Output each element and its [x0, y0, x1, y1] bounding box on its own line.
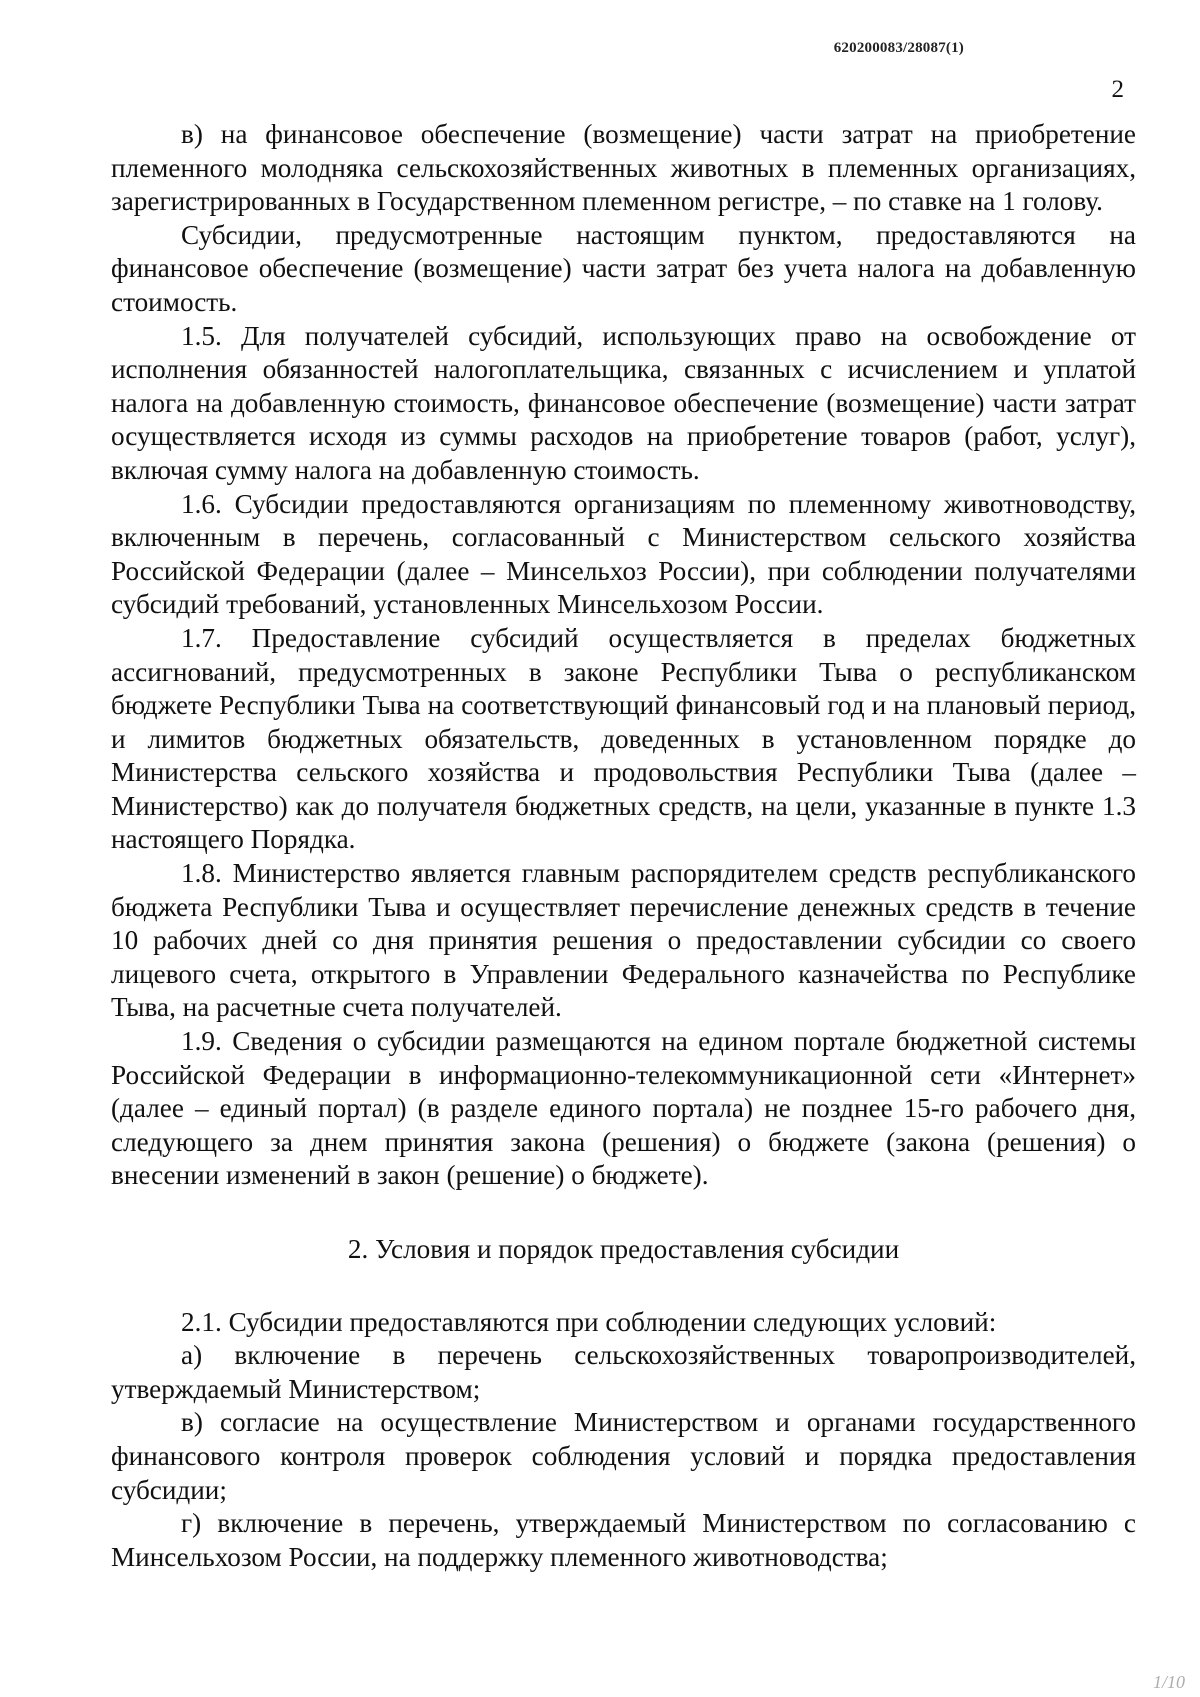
paragraph-1-9: 1.9. Сведения о субсидии размещаются на едином портале бюджетной системы Российской Федерации в информационно-телекоммуникационной сети «Интернет» (далее – единый портал) (в разделе единого портала) не позднее 15-го рабочего дня, следующего за днем принятия закона (решения) о бюджете (закона (решения) о внесении изменений в закон (решение) о бюджете). — [111, 1026, 1136, 1191]
paragraph-1-5: 1.5. Для получателей субсидий, использующих право на освобождение от исполнения обязанностей налогоплательщика, связанных с исчислением и уплатой налога на добавленную стоимость, финансовое обеспечение (возмещение) части затрат осуществляется исходя из суммы расходов на приобретение товаров (работ, услуг), включая сумму налога на добавленную стоимость. — [111, 320, 1136, 485]
paragraph-v: в) на финансовое обеспечение (возмещение) части затрат на приобретение племенного молодняка сельскохозяйственных животных в племенных организациях, зарегистрированных в Государственном племенном регистре, – по ставке на 1 голову. — [111, 119, 1136, 217]
document-body — [111, 118, 1136, 1574]
paragraph-2-1-a: а) включение в перечень сельскохозяйственных товаропроизводителей, утверждаемый Министерством; — [111, 1340, 1136, 1404]
scan-mark: 1/10 — [1153, 1672, 1186, 1692]
paragraph-2-1-g: г) включение в перечень, утверждаемый Министерством по согласованию с Минсельхозом России, на поддержку племенного животноводства; — [111, 1508, 1136, 1572]
paragraph-1-8: 1.8. Министерство является главным распорядителем средств республиканского бюджета Республики Тыва и осуществляет перечисление денежных средств в течение 10 рабочих дней со дня принятия решения о предоставлении субсидии со своего лицевого счета, открытого в Управлении Федерального казначейства по Республике Тыва, на расчетные счета получателей. — [111, 858, 1136, 1023]
paragraph-1-7: 1.7. Предоставление субсидий осуществляется в пределах бюджетных ассигнований, предусмотренных в законе Республики Тыва о республиканском бюджете Республики Тыва на соответствующий финансовый год и на плановый период, и лимитов бюджетных обязательств, доведенных в установленном порядке до Министерства сельского хозяйства и продовольствия Республики Тыва (далее – Министерство) как до получателя бюджетных средств, на цели, указанные в пункте 1.3 настоящего Порядка. — [111, 622, 1136, 855]
paragraph-subsidies-note: Субсидии, предусмотренные настоящим пунктом, предоставляются на финансовое обеспечение (возмещение) части затрат без учета налога на добавленную стоимость. — [111, 219, 1136, 317]
paragraph-2-1: 2.1. Субсидии предоставляются при соблюдении следующих условий: — [181, 1306, 997, 1337]
page-number: 2 — [1111, 76, 1124, 103]
paragraph-2-1-v: в) согласие на осуществление Министерством и органами государственного финансового контроля проверок соблюдения условий и порядка предоставления субсидии; — [111, 1407, 1136, 1505]
doc-code: 620200083/28087(1) — [833, 40, 964, 56]
paragraph-1-6: 1.6. Субсидии предоставляются организациям по племенному животноводству, включенным в перечень, согласованный с Министерством сельского хозяйства Российской Федерации (далее – Минсельхоз России), при соблюдении получателями субсидий требований, установленных Минсельхозом России. — [111, 488, 1136, 620]
section-heading: 2. Условия и порядок предоставления субсидии — [347, 1234, 900, 1264]
